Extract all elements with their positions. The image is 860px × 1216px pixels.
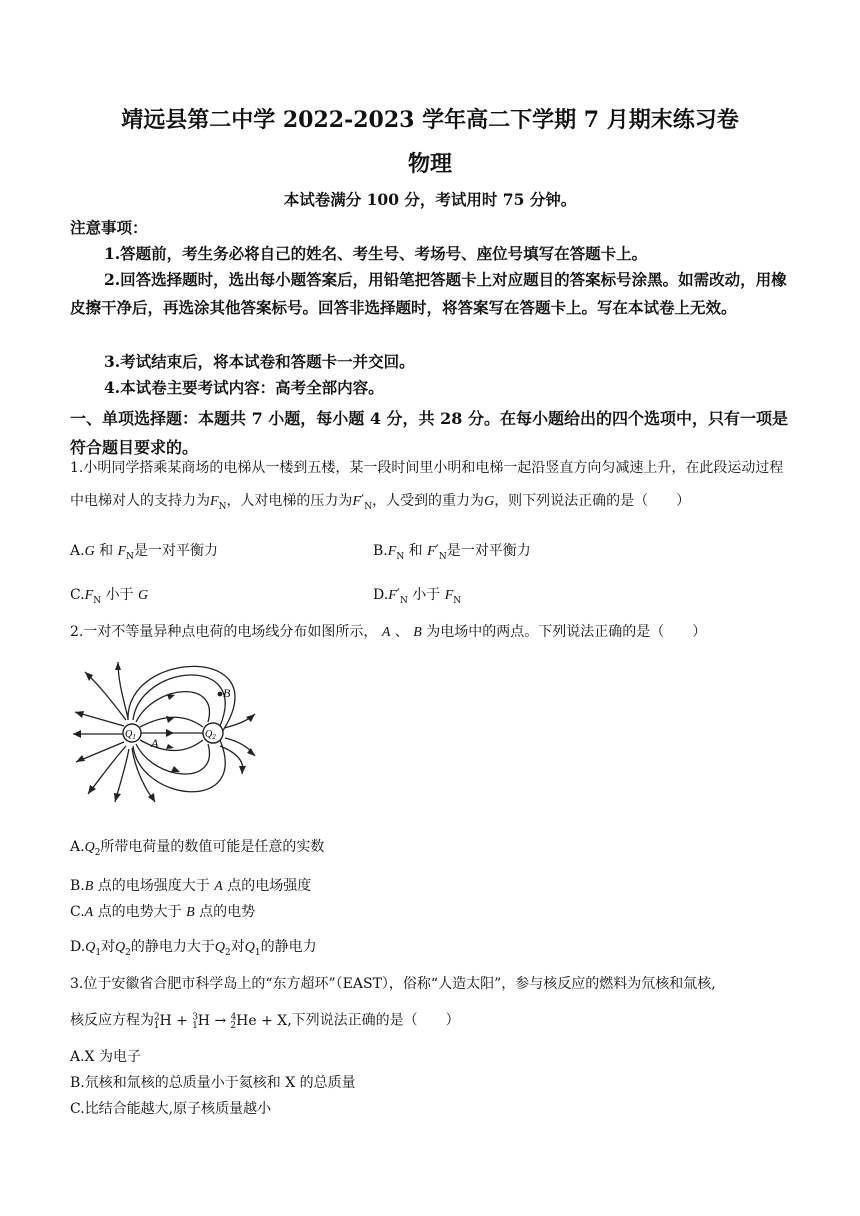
section-1-heading: 一、单项选择题：本题共 7 小题，每小题 4 分，共 28 分。在每小题给出的四个选项中，只有一项是符合题目要求的。	[70, 409, 788, 457]
subject-title: 物理	[407, 151, 452, 177]
notes-heading: 注意事项：	[70, 218, 148, 237]
question-3-option-a: A.X 为电子	[70, 1049, 141, 1065]
point-a-label: A	[151, 736, 159, 750]
question-1-option-d: $D.F'_N$ 小于 $F_N$	[373, 587, 462, 606]
question-3-stem-line-1: 3.位于安徽省合肥市科学岛上的“东方超环”（EAST），俗称“人造太阳”，参与核反应的燃料为氘核和氚核,	[70, 976, 716, 992]
question-2-option-a: $A.Q_2$所带电荷量的数值可能是任意的实数	[70, 839, 325, 858]
note-item-4: 4.本试卷主要考试内容：高考全部内容。	[104, 378, 384, 397]
question-3-option-b: B.氘核和氚核的总质量小于氦核和 X 的总质量	[70, 1075, 356, 1091]
question-1-option-b: $B.F_N$ 和 $F'_N$是一对平衡力	[373, 543, 531, 562]
q2-label: $Q_2$	[205, 729, 216, 741]
note-item-1: 1.答题前，考生务必将自己的姓名、考生号、考场号、座位号填写在答题卡上。	[104, 244, 648, 263]
point-b-label: B	[223, 686, 231, 700]
exam-info: 本试卷满分 100 分，考试用时 75 分钟。	[283, 190, 577, 209]
electric-field-diagram	[70, 654, 290, 804]
question-2-option-d: $D.Q_1$对$Q_2$的静电力大于$Q_2$对$Q_1$的静电力	[70, 939, 317, 958]
q1-label: $Q_1$	[125, 729, 136, 741]
question-1-stem: 1.小明同学搭乘某商场的电梯从一楼到五楼，某一段时间里小明和电梯一起沿竖直方向匀减速上升，在此段运动过程中电梯对人的支持力为$F_N$，人对电梯的压力为$F'_N$，人受到的重力为G，则下列说法正确的是（ ）	[70, 460, 784, 512]
note-item-2: 2.回答选择题时，选出每小题答案后，用铅笔把答题卡上对应题目的答案标号涂黑。如需改动，用橡皮擦干净后，再选涂其他答案标号。回答非选择题时，将答案写在答题卡上。写在本试卷上无效。	[70, 270, 787, 317]
exam-title: 靖远县第二中学 2022-2023 学年高二下学期 7 月期末练习卷	[121, 107, 739, 133]
question-2-option-c: C.A 点的电势大于 B 点的电势	[70, 904, 256, 920]
question-1-option-c: $C.F_N$ 小于 G	[70, 587, 149, 606]
question-3-option-c: C.比结合能越大,原子核质量越小	[70, 1101, 272, 1117]
nuclear-equation: $^2_1$H + $^3_1$H → $^4_2$He + X	[153, 1012, 288, 1032]
question-2-option-b: B.B 点的电场强度大于 A 点的电场强度	[70, 878, 312, 894]
question-3-stem-line-2: 核反应方程为$^2_1$H + $^3_1$H → $^4_2$He + X,下列说法正确的是（ ）	[70, 1012, 460, 1032]
question-2-stem: 2.一对不等量异种点电荷的电场线分布如图所示， A 、 B 为电场中的两点。下列说法正确的是（ ）	[70, 624, 707, 640]
question-1-option-a: A.G 和 $F_N$是一对平衡力	[70, 543, 219, 562]
note-item-3: 3.考试结束后，将本试卷和答题卡一并交回。	[104, 352, 415, 371]
